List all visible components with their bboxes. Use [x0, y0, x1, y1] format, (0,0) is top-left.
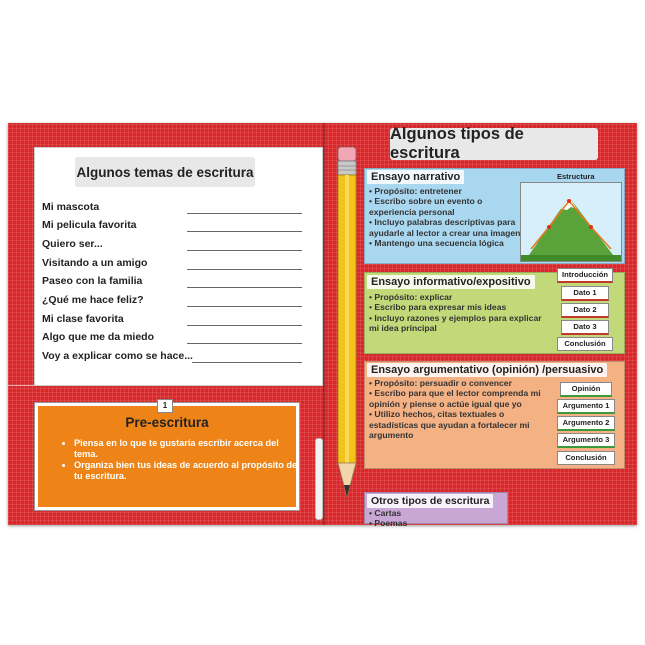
list-item: • Incluyo palabras descriptivas para ayudarle al lector a crear una imagen [369, 217, 521, 238]
list-item: • Piensa en lo que te gustaría escribir acerca del tema. [74, 438, 299, 460]
narrativo-title: Ensayo narrativo [367, 170, 464, 184]
types-header [390, 125, 598, 162]
tag-dato-3: Dato 3 [561, 320, 609, 335]
tag-argumento-1: Argumento 1 [557, 399, 615, 414]
writing-line [187, 250, 302, 251]
tag-conclusion: Conclusión [557, 451, 615, 465]
list-item: • Utilizo hechos, citas textuales o estadísticas que ayudan a fortalecer mi argumento [369, 409, 553, 440]
topic-label: Paseo con la familia [42, 275, 143, 287]
tag-dato-1: Dato 1 [561, 286, 609, 301]
mountain-diagram-icon [521, 183, 621, 261]
writing-line [187, 231, 302, 232]
structure-diagram [520, 182, 622, 262]
topic-label: Voy a explicar como se hace... [42, 350, 193, 362]
topic-row [42, 219, 302, 235]
pencil-icon [334, 145, 360, 515]
tag-opinion: Opinión [560, 382, 612, 397]
topic-row [42, 201, 302, 217]
writing-line [187, 269, 302, 270]
topic-row [42, 313, 302, 329]
tag-introduccion: Introducción [557, 268, 613, 283]
pre-escritura-title: Pre-escritura [125, 415, 209, 430]
narrativo-list [369, 186, 521, 248]
writing-line [187, 213, 302, 214]
topic-row [42, 238, 302, 254]
topic-row [42, 275, 302, 291]
otros-list [369, 509, 499, 528]
list-item: • Mantengo una secuencia lógica [369, 238, 521, 248]
topic-label: Mi pelicula favorita [42, 219, 137, 231]
tag-conclusion: Conclusión [557, 337, 613, 351]
pre-escritura-list [62, 438, 299, 482]
list-item: • Organiza bien tus ideas de acuerdo al propósito de tu escritura. [74, 460, 299, 482]
topic-label: Visitando a un amigo [42, 257, 148, 269]
list-item: • Propósito: entretener [369, 186, 521, 196]
informativo-title: Ensayo informativo/expositivo [367, 275, 535, 289]
tag-dato-2: Dato 2 [561, 303, 609, 318]
list-item: • Poemas [369, 519, 499, 529]
list-item: • Escribo para que el lector comprenda mi opinión y piense o actúe igual que yo [369, 388, 553, 409]
types-title: Algunos tipos de escritura [390, 125, 524, 162]
topic-label: Algo que me da miedo [42, 331, 155, 343]
writing-line [187, 306, 302, 307]
topic-row [42, 331, 302, 347]
writing-line [187, 343, 302, 344]
tag-argumento-2: Argumento 2 [557, 416, 615, 431]
topics-card-title: Algunos temas de escritura [76, 164, 254, 180]
argumentativo-list [369, 378, 553, 440]
list-item: • Escribo para expresar mis ideas [369, 302, 547, 312]
topic-row [42, 257, 302, 273]
list-item: • Escribo sobre un evento o experiencia personal [369, 196, 521, 217]
topic-label: Mi mascota [42, 201, 100, 213]
informativo-list [369, 292, 547, 334]
step-number-badge: 1 [157, 399, 173, 413]
structure-label: Estructura [557, 172, 595, 181]
folder-fold [323, 123, 325, 525]
list-item: • Cartas [369, 509, 499, 519]
otros-title: Otros tipos de escritura [367, 494, 493, 508]
writing-line [187, 325, 302, 326]
topics-card-header [75, 157, 255, 187]
pocket-slit [315, 438, 323, 520]
writing-line [187, 287, 302, 288]
list-item: • Propósito: persuadir o convencer [369, 378, 553, 388]
list-item: • Incluyo razones y ejemplos para explicar mi idea principal [369, 313, 547, 334]
topic-label: Mi clase favorita [42, 313, 124, 325]
topic-label: ¿Qué me hace feliz? [42, 294, 144, 306]
topic-row [42, 294, 302, 310]
list-item: • Propósito: explicar [369, 292, 547, 302]
topic-row [42, 350, 302, 366]
tag-argumento-3: Argumento 3 [557, 433, 615, 448]
writing-line [192, 362, 302, 363]
argumentativo-title: Ensayo argumentativo (opinión) /persuasivo [367, 363, 607, 377]
topic-label: Quiero ser... [42, 238, 103, 250]
